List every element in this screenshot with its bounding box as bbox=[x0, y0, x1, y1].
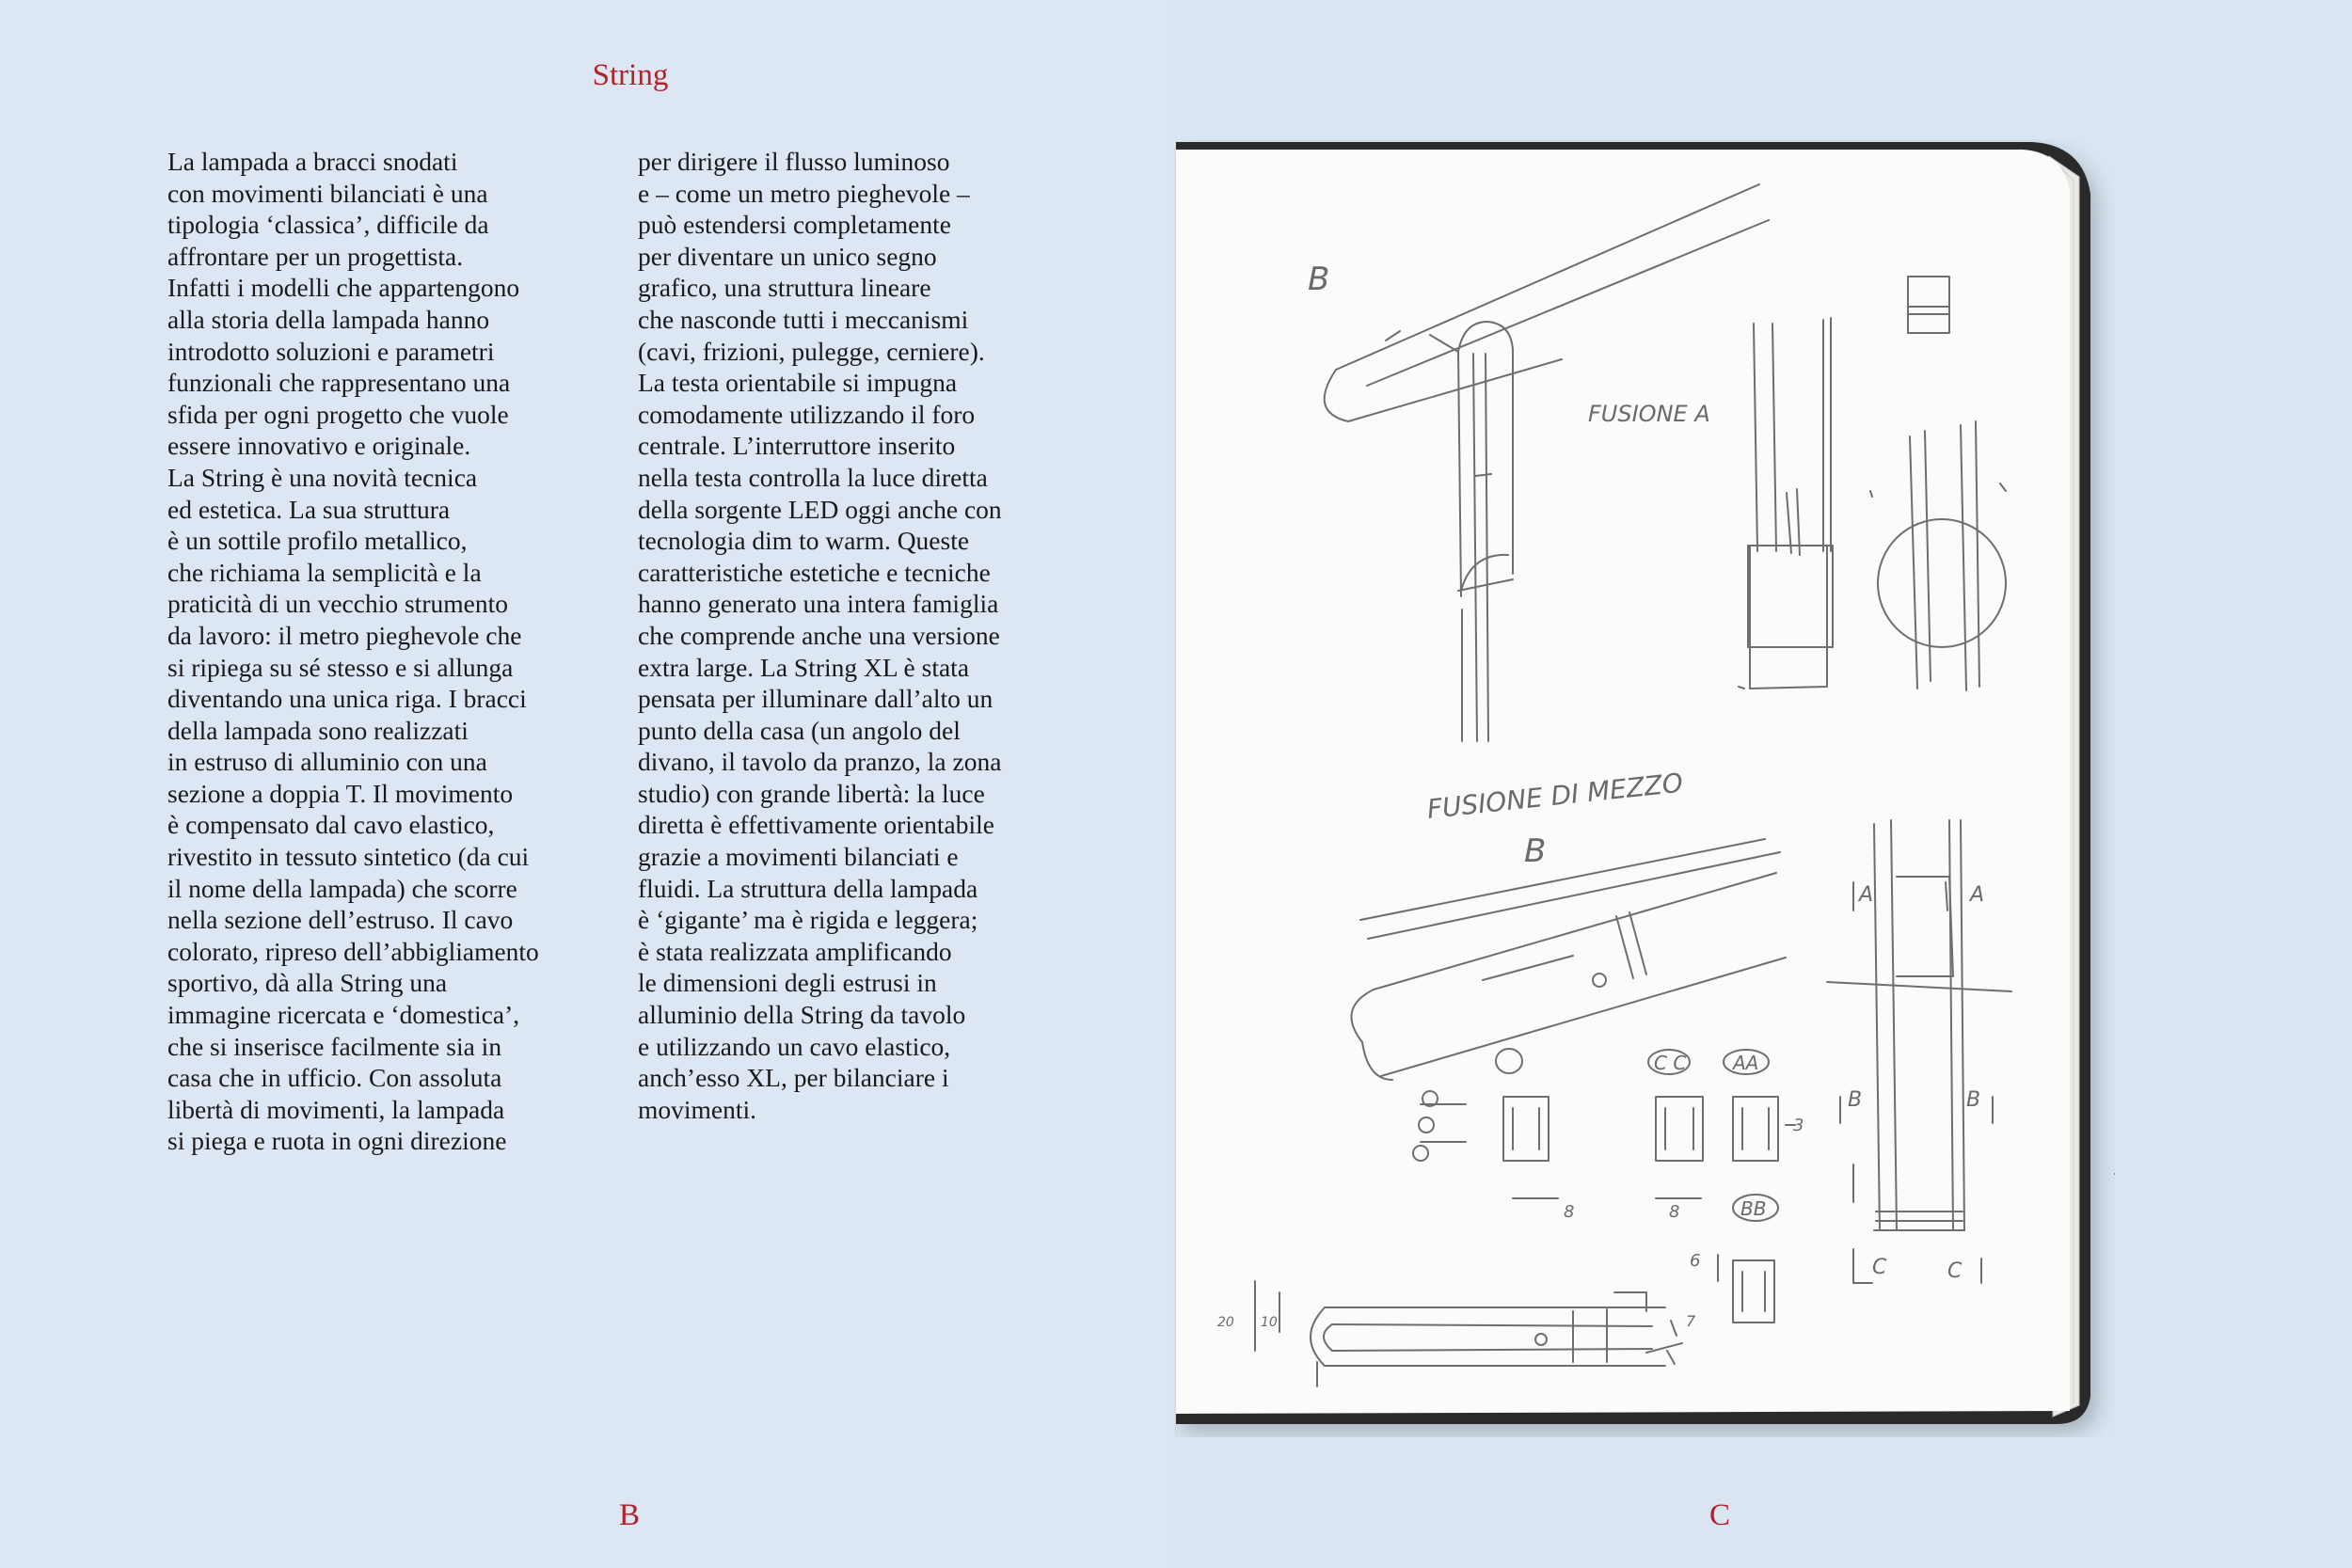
label-section-aa: AA bbox=[1733, 1052, 1759, 1074]
folio-left: B bbox=[619, 1498, 641, 1532]
label-dim-3: 3 bbox=[1793, 1116, 1804, 1135]
text-line: essere innovativo e originale. bbox=[167, 431, 471, 461]
sketchbook-image bbox=[1174, 139, 2115, 1437]
text-line: immagine ricercata e ‘domestica’, bbox=[167, 1000, 520, 1030]
text-line: è stata realizzata amplificando bbox=[638, 936, 952, 966]
text-line: fluidi. La struttura della lampada bbox=[638, 873, 978, 903]
text-line: alluminio della String da tavolo bbox=[638, 1000, 966, 1030]
text-line: comodamente utilizzando il foro bbox=[638, 399, 976, 429]
text-line: punto della casa (un angolo del bbox=[638, 715, 961, 745]
text-line: La testa orientabile si impugna bbox=[638, 368, 958, 398]
text-line: nella sezione dell’estruso. Il cavo bbox=[167, 905, 514, 935]
text-line: divano, il tavolo da pranzo, la zona bbox=[638, 747, 1002, 777]
text-line: che si inserisce facilmente sia in bbox=[167, 1031, 502, 1061]
label-fusione-di-mezzo: FUSIONE DI MEZZO bbox=[1425, 767, 1685, 825]
page-title: String bbox=[592, 58, 669, 92]
label-dim-8b: 8 bbox=[1669, 1202, 1680, 1222]
text-line: colorato, ripreso dell’abbigliamento bbox=[167, 936, 539, 966]
label-dim-6: 6 bbox=[1690, 1251, 1701, 1271]
text-line: caratteristiche estetiche e tecniche bbox=[638, 557, 991, 587]
text-line: studio) con grande libertà: la luce bbox=[638, 778, 985, 808]
text-line: praticità di un vecchio strumento bbox=[167, 589, 508, 619]
label-b-top: B bbox=[1308, 261, 1330, 298]
text-line: La lampada a bracci snodati bbox=[167, 147, 458, 176]
label-b-left: B bbox=[1848, 1088, 1863, 1112]
text-line: per dirigere il flusso luminoso bbox=[638, 147, 950, 176]
text-line: La String è una novità tecnica bbox=[167, 462, 478, 492]
text-line: movimenti. bbox=[638, 1094, 757, 1124]
text-line: extra large. La String XL è stata bbox=[638, 652, 970, 682]
text-line: pensata per illuminare dall’alto un bbox=[638, 684, 993, 714]
label-b-mid: B bbox=[1524, 832, 1547, 870]
text-line: libertà di movimenti, la lampada bbox=[167, 1094, 505, 1124]
text-line: alla storia della lampada hanno bbox=[167, 304, 490, 334]
text-line: Infatti i modelli che appartengono bbox=[167, 273, 520, 303]
label-dim-20: 20 bbox=[1217, 1315, 1234, 1330]
text-line: e utilizzando un cavo elastico, bbox=[638, 1031, 951, 1061]
text-line: è ‘gigante’ ma è rigida e leggera; bbox=[638, 905, 978, 935]
text-line: anch’esso XL, per bilanciare i bbox=[638, 1063, 949, 1093]
text-line: il nome della lampada) che scorre bbox=[167, 873, 517, 903]
text-line: che comprende anche una versione bbox=[638, 620, 1000, 650]
text-line: è compensato dal cavo elastico, bbox=[167, 810, 495, 840]
text-line: può estendersi completamente bbox=[638, 210, 951, 240]
text-line: grafico, una struttura lineare bbox=[638, 273, 931, 303]
label-dim-10: 10 bbox=[1261, 1315, 1278, 1330]
text-line: hanno generato una intera famiglia bbox=[638, 589, 999, 619]
text-line: della lampada sono realizzati bbox=[167, 715, 469, 745]
text-column-2 bbox=[638, 146, 1002, 1125]
text-line: è un sottile profilo metallico, bbox=[167, 526, 468, 556]
text-line: grazie a movimenti bilanciati e bbox=[638, 842, 959, 872]
text-line: le dimensioni degli estrusi in bbox=[638, 968, 937, 998]
label-a-right: A bbox=[1970, 883, 1985, 907]
text-line: che richiama la semplicità e la bbox=[167, 557, 482, 587]
text-line: della sorgente LED oggi anche con bbox=[638, 494, 1002, 524]
label-section-bb: BB bbox=[1740, 1197, 1767, 1220]
text-line: introdotto soluzioni e parametri bbox=[167, 336, 495, 366]
text-line: che nasconde tutti i meccanismi bbox=[638, 304, 969, 334]
label-c-right: C bbox=[1947, 1259, 1963, 1283]
text-line: e – come un metro pieghevole – bbox=[638, 178, 970, 208]
text-column-1 bbox=[167, 146, 539, 1157]
text-line: affrontare per un progettista. bbox=[167, 241, 464, 271]
text-line: diretta è effettivamente orientabile bbox=[638, 810, 994, 840]
text-line: (cavi, frizioni, pulegge, cerniere). bbox=[638, 336, 985, 366]
label-a-left: A bbox=[1859, 883, 1874, 907]
label-fusione-a: FUSIONE A bbox=[1588, 401, 1710, 427]
text-line: nella testa controlla la luce diretta bbox=[638, 462, 988, 492]
text-line: si piega e ruota in ogni direzione bbox=[167, 1126, 507, 1156]
label-b-right: B bbox=[1966, 1088, 1981, 1112]
text-line: sportivo, dà alla String una bbox=[167, 968, 448, 998]
label-dim-7: 7 bbox=[1686, 1312, 1696, 1330]
text-line: si ripiega su sé stesso e si allunga bbox=[167, 652, 514, 682]
label-c-left: C bbox=[1872, 1256, 1887, 1279]
text-line: centrale. L’interruttore inserito bbox=[638, 431, 956, 461]
label-section-cc: C C bbox=[1654, 1052, 1687, 1074]
text-line: casa che in ufficio. Con assoluta bbox=[167, 1063, 502, 1093]
text-line: da lavoro: il metro pieghevole che bbox=[167, 620, 522, 650]
text-line: tecnologia dim to warm. Queste bbox=[638, 526, 970, 556]
text-line: diventando una unica riga. I bracci bbox=[167, 684, 527, 714]
folio-right: C bbox=[1709, 1498, 1731, 1532]
text-line: tipologia ‘classica’, difficile da bbox=[167, 210, 489, 240]
text-line: sezione a doppia T. Il movimento bbox=[167, 778, 514, 808]
text-line: per diventare un unico segno bbox=[638, 241, 937, 271]
text-line: sfida per ogni progetto che vuole bbox=[167, 399, 509, 429]
text-line: rivestito in tessuto sintetico (da cui bbox=[167, 842, 530, 872]
text-line: con movimenti bilanciati è una bbox=[167, 178, 488, 208]
label-dim-8a: 8 bbox=[1564, 1202, 1575, 1222]
text-line: in estruso di alluminio con una bbox=[167, 747, 487, 777]
text-line: funzionali che rappresentano una bbox=[167, 368, 511, 398]
text-line: ed estetica. La sua struttura bbox=[167, 494, 451, 524]
